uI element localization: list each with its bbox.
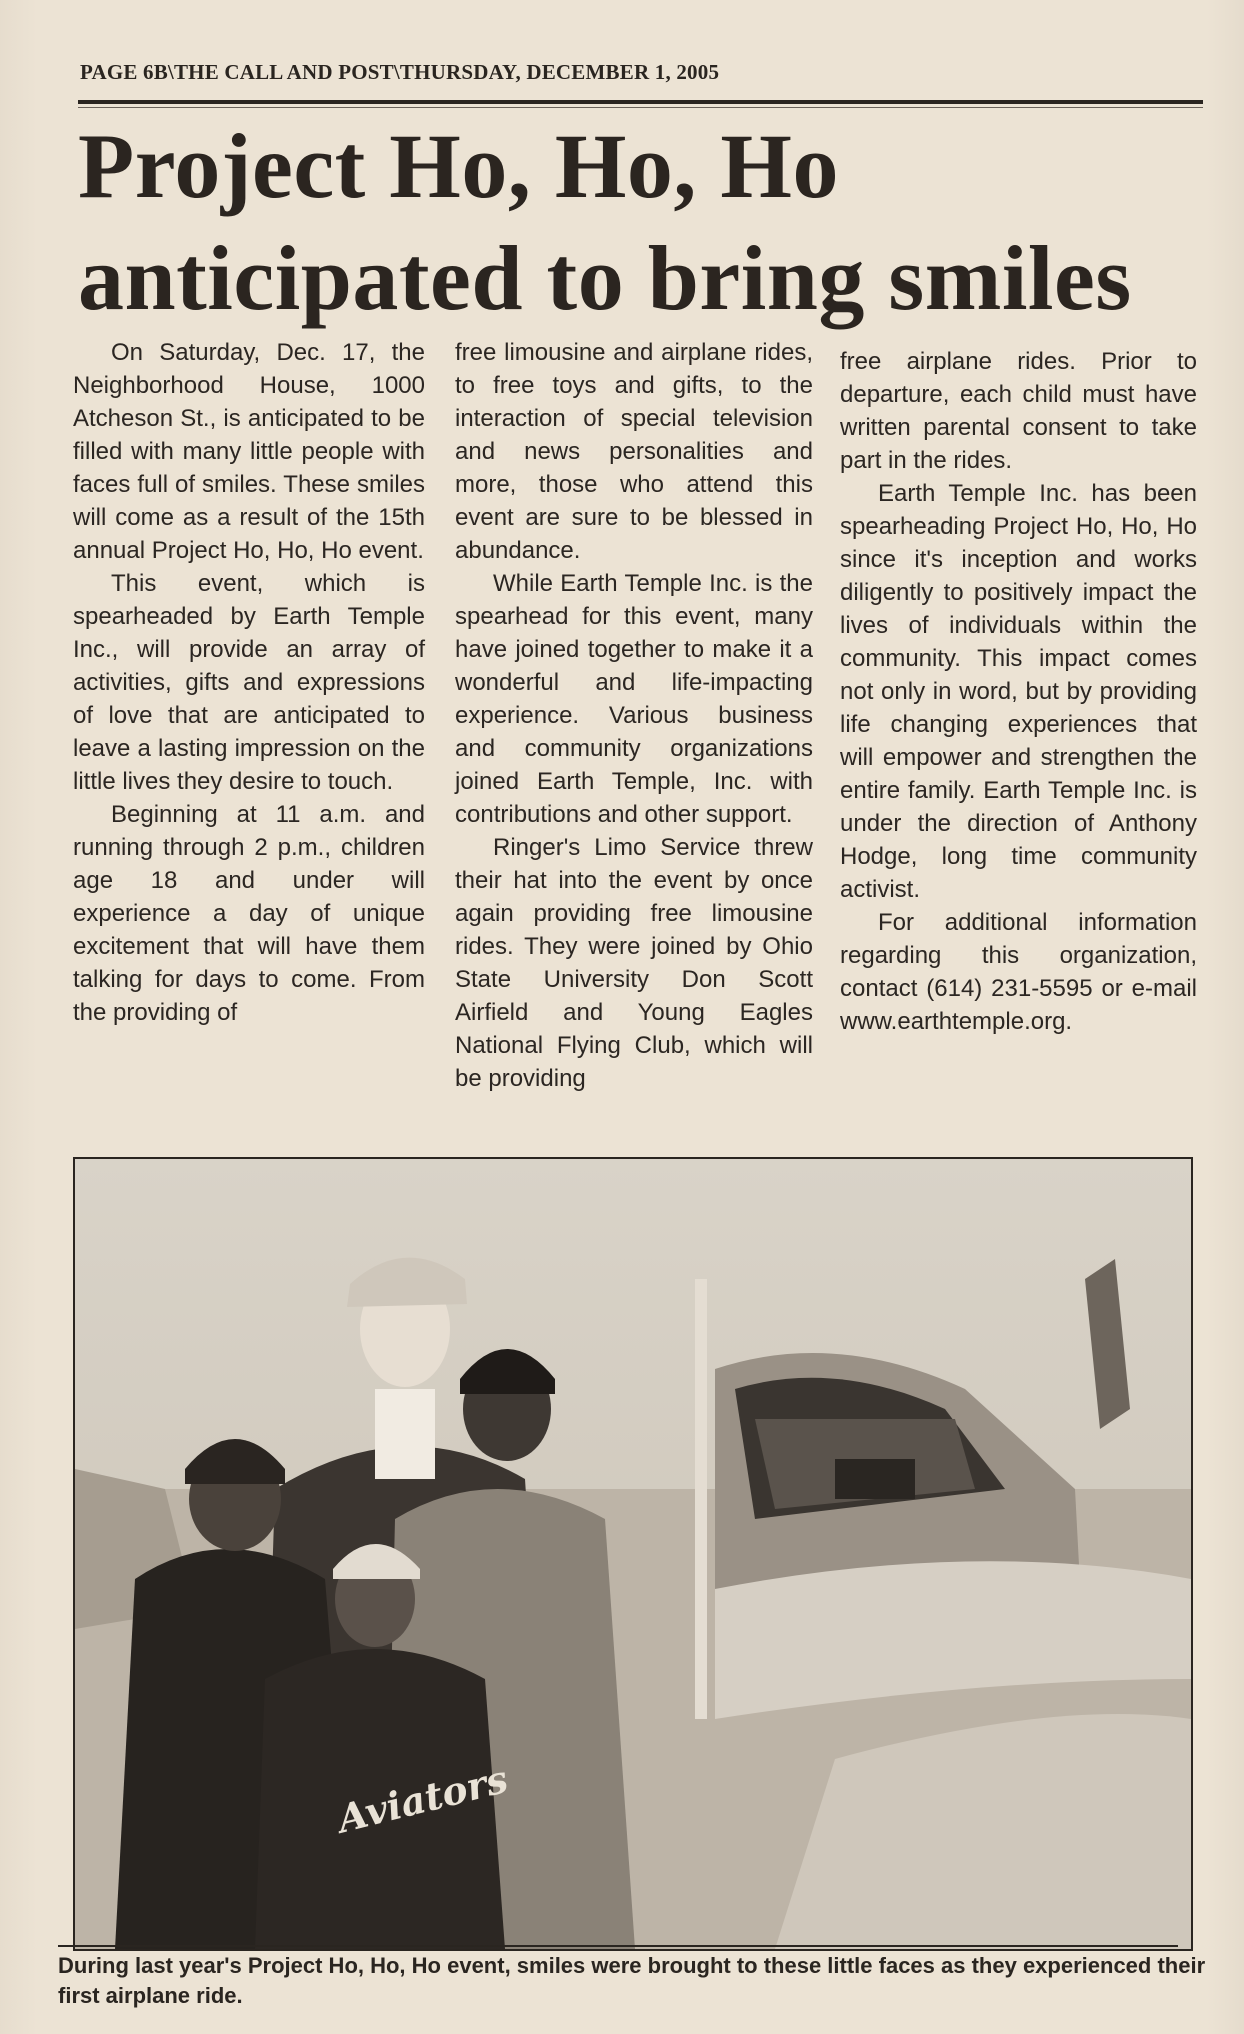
article-column-3: [840, 345, 1197, 1038]
article-paragraph: free airplane rides. Prior to departure, each child must have written parental consent to take part in the rides.: [840, 348, 1197, 474]
headline: [78, 110, 1218, 334]
article-paragraph: Ringer's Limo Service threw their hat into the event by once again providing free limousine rides. They were joined by Ohio State University Don Scott Airfield and Young Eagles National Flying Club, which will be providing: [455, 834, 813, 1092]
headline-line-1: Project Ho, Ho, Ho: [78, 115, 839, 217]
article-column-1: [73, 336, 425, 1029]
article-paragraph: On Saturday, Dec. 17, the Neighborhood House, 1000 Atcheson St., is anticipated to be filled with many little people with faces full of smiles. These smiles will come as a result of the 15th annual Project Ho, Ho, Ho event.: [73, 339, 425, 564]
news-photo: [73, 1157, 1193, 1951]
caption-rule: [58, 1945, 1178, 1947]
article-paragraph: free limousine and airplane rides, to free toys and gifts, to the interaction of special television and news personalities and more, those who attend this event are sure to be blessed in abundance.: [455, 339, 813, 564]
headline-line-2: anticipated to bring smiles: [78, 227, 1132, 329]
masthead: PAGE 6B\THE CALL AND POST\THURSDAY, DECEMBER 1, 2005: [80, 60, 720, 84]
photo-illustration: [75, 1159, 1191, 1949]
jacket-lettering: Aviators: [333, 1755, 513, 1842]
article-paragraph: Beginning at 11 a.m. and running through 2 p.m., children age 18 and under will experience a day of unique excitement that will have them talking for days to come. From the providing of: [73, 801, 425, 1026]
photo-caption: During last year's Project Ho, Ho, Ho event, smiles were brought to these little faces as they experienced their first airplane ride.: [58, 1953, 1206, 2008]
article-column-2: [455, 336, 813, 1095]
masthead-rule-thin: [78, 107, 1203, 108]
article-paragraph: Earth Temple Inc. has been spearheading Project Ho, Ho, Ho since it's inception and works diligently to positively impact the lives of individuals within the community. This impact comes not only in word, but by providing life changing experiences that will empower and strengthen the entire family. Earth Temple Inc. is under the direction of Anthony Hodge, long time community activist.: [840, 480, 1197, 903]
masthead-rule: [78, 100, 1203, 104]
article-paragraph: While Earth Temple Inc. is the spearhead for this event, many have joined together to make it a wonderful and life-impacting experience. Various business and community organizations joined Earth Temple, Inc. with contributions and other support.: [455, 570, 813, 828]
article-paragraph: This event, which is spearheaded by Earth Temple Inc., will provide an array of activities, gifts and expressions of love that are anticipated to leave a lasting impression on the little lives they desire to touch.: [73, 570, 425, 795]
article-paragraph: For additional information regarding this organization, contact (614) 231-5595 or e-mail www.earthtemple.org.: [840, 909, 1197, 1035]
